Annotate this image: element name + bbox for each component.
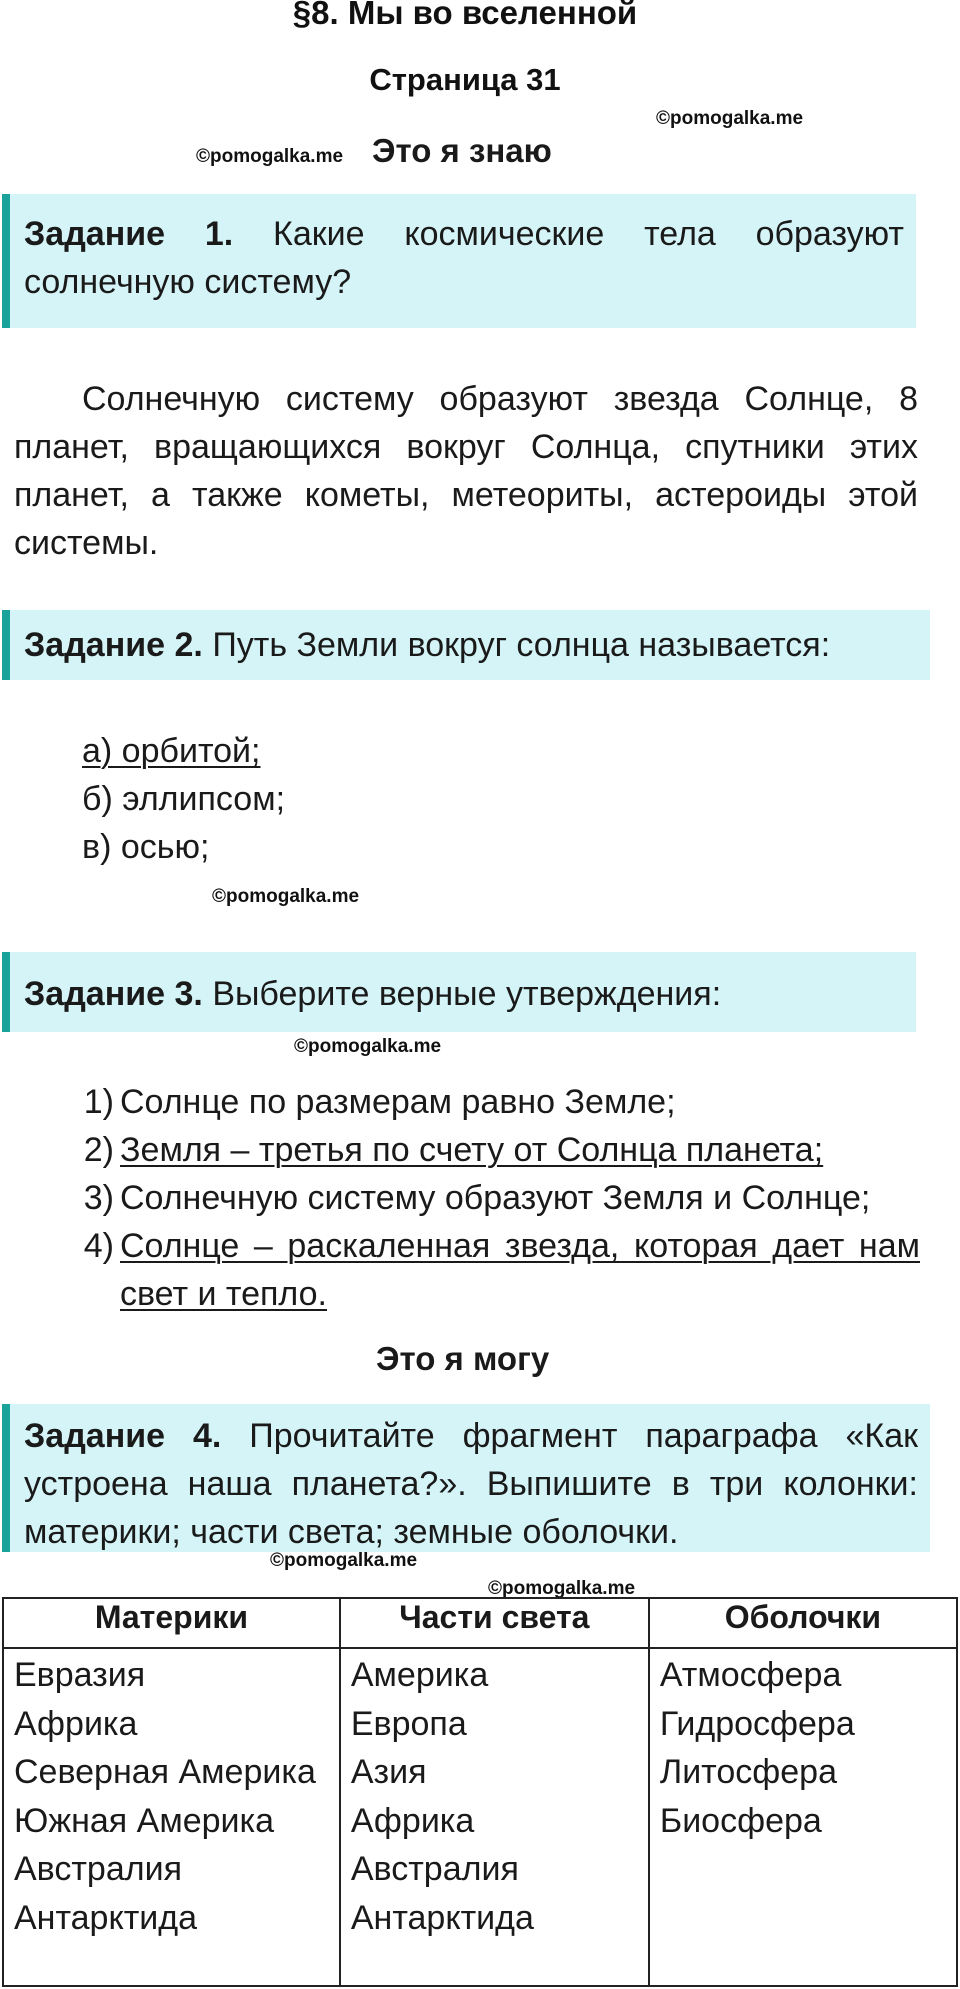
list-item: Биосфера [659, 1801, 822, 1840]
list-item: Евразия [14, 1656, 146, 1694]
statement-text: Солнце по размерам равно Земле; [120, 1083, 676, 1121]
watermark: ©pomogalka.me [196, 146, 344, 167]
task4-question [24, 1412, 918, 1556]
task3-statements [80, 1078, 920, 1318]
task3-question-text: Выберите верные утверждения: [212, 975, 722, 1013]
list-item: Гидросфера [659, 1704, 855, 1743]
list-item: Австралия [350, 1850, 519, 1888]
watermark: ©pomogalka.me [656, 108, 804, 129]
task2-option-b: б) эллипсом; [82, 780, 286, 818]
task3-label: Задание 3. [24, 975, 203, 1013]
subheading-can: Это я могу [376, 1340, 550, 1377]
task3-question [24, 970, 904, 1018]
task2-option-c: в) осью; [82, 828, 210, 866]
watermark: ©pomogalka.me [294, 1036, 442, 1057]
statement-text-correct: Солнце – раскаленная звезда, которая дает нам свет и тепло. [120, 1227, 920, 1313]
list-item: Америка [350, 1656, 489, 1694]
table-header-continents: Материки [3, 1598, 340, 1648]
statement-number: 2) [83, 1131, 114, 1169]
list-item: Австралия [14, 1850, 182, 1888]
task1-label: Задание 1. [24, 215, 234, 253]
task2-question-text: Путь Земли вокруг солнца называется: [212, 626, 831, 664]
task2-question [24, 621, 918, 669]
answer-table [2, 1597, 958, 1987]
statement-4 [80, 1222, 920, 1318]
list-item: Южная Америка [14, 1801, 275, 1840]
task4-question-text: Прочитайте фрагмент параграфа «Как устроена наша планета?». Выпишите в три колонки: материки; части света; земные оболочки. [24, 1417, 918, 1551]
watermark: ©pomogalka.me [488, 1578, 636, 1599]
spheres-cell [649, 1648, 957, 1986]
table-header-row [3, 1598, 957, 1648]
section-title: §8. Мы во вселенной [292, 0, 638, 31]
task1-question [24, 210, 904, 306]
list-item: Азия [350, 1753, 427, 1791]
task2-option-a: а) орбитой; [82, 732, 261, 770]
table-header-spheres: Оболочки [649, 1598, 957, 1648]
statement-number: 3) [83, 1179, 114, 1217]
table-row [3, 1648, 957, 1986]
subheading-know: Это я знаю [372, 132, 552, 169]
task4-box [2, 1404, 930, 1552]
page-label: Страница 31 [369, 62, 561, 97]
task4-label: Задание 4. [24, 1417, 222, 1455]
task2-options [82, 727, 285, 871]
task1-answer: Солнечную систему образуют звезда Солнце, 8 планет, вращающихся вокруг Солнца, спутники этих планет, а также кометы, метеориты, астероиды этой системы. [14, 380, 918, 562]
task3-box [2, 952, 916, 1032]
task1-box [2, 194, 916, 328]
watermark: ©pomogalka.me [212, 886, 360, 907]
task2-label: Задание 2. [24, 626, 203, 664]
list-item: Антарктида [14, 1898, 198, 1937]
statement-3 [80, 1174, 920, 1222]
list-item: Африка [14, 1704, 138, 1743]
statement-2 [80, 1126, 920, 1174]
task2-box [2, 610, 930, 680]
watermark: ©pomogalka.me [270, 1550, 418, 1571]
statement-number: 1) [83, 1083, 114, 1121]
list-item: Атмосфера [659, 1656, 842, 1694]
continents-cell [3, 1648, 340, 1986]
list-item: Африка [350, 1801, 475, 1840]
list-item: Северная Америка [14, 1753, 316, 1791]
task1-question-text: Какие космические тела образуют солнечную систему? [24, 215, 904, 301]
statement-1 [80, 1078, 920, 1126]
statement-text-correct: Земля – третья по счету от Солнца планета; [120, 1131, 824, 1169]
statement-number: 4) [83, 1227, 114, 1265]
table-header-parts-of-world: Части света [340, 1598, 649, 1648]
statement-text: Солнечную систему образуют Земля и Солнце; [120, 1179, 871, 1217]
list-item: Литосфера [659, 1753, 837, 1791]
list-item: Антарктида [350, 1898, 534, 1937]
list-item: Европа [350, 1704, 467, 1743]
parts-of-world-cell [340, 1648, 649, 1986]
